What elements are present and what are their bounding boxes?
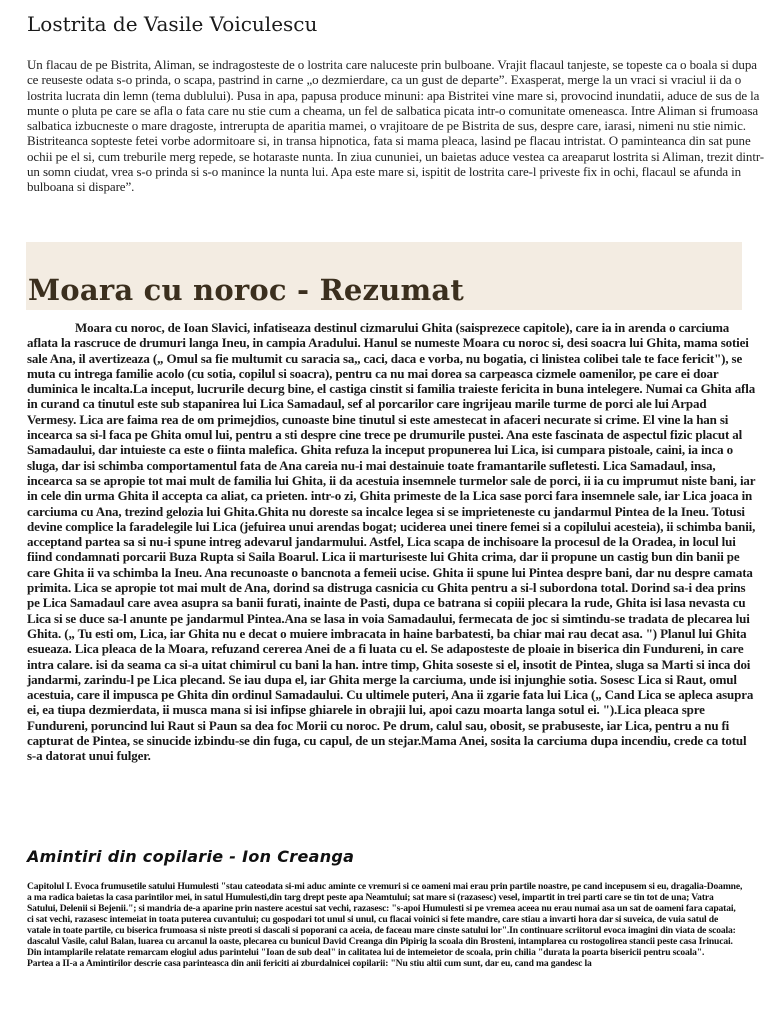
section-body-moara-cu-noroc: Moara cu noroc, de Ioan Slavici, infatiseaza destinul cizmarului Ghita (saisprezece capitole), care ia in arenda o carciuma aflata la rascruce de drumuri langa Ineu, in campia Aradului. Hanul se numeste Moara cu noroc si, desi soacra lui Ghita, mama sotiei sale Ana, il avertizeaza („ Omul sa fie multumit cu saracia sa,, caci, daca e vorba, nu bogatia, ci linistea colibei tale te face fericit"), se muta cu intrega familie acolo (cu sotia, copilul si soacra), pentru ca nu mai dorea sa carpeasca cizmele oamenilor, pe care ei doar duminica le incalta.La inceput, lucrurile decurg bine, el castiga cinstit si familia traieste fericita in buna intelegere. Numai ca Ghita afla in curand ca tinutul este sub stapanirea lui Lica Samadaul, sef al porcarilor care ingrijeau marile turme de porci ale lui Arpad Vermesy. Lica are faima rea de om primejdios, cunoaste bine tinutul si este amestecat in afaceri necurate si crime. El vine la han si incearca sa si-l faca pe Ghita omul lui, pentru a sti despre cine trece pe drumurile pustei. Ana este fascinata de aspectul fizic placut al Samadaului, dar intuieste ca este o fiinta malefica. Ghita refuza la inceput propunerea lui Lica, isi cumpara pistoale, caini, ia inca o sluga, dar isi schimba comportamentul fata de Ana careia nu-i mai destainuie toate framantarile sufletesti. Lica Samadaul, insa, incearca sa se apropie tot mai mult de familia lui Ghita, ii da acestuia insemnele turmelor sale de porci, ii ia cu imprumut niste bani, iar in cele din urma Ghita il accepta ca aliat, ca prieten. intr-o zi, Ghita primeste de la Lica sase porci fara insemnele sale, iar Lica joaca in carciuma cu Ana, trezind gelozia lui Ghita.Ghita nu doreste sa incalce legea si se imprieteneste cu jandarmul Pintea de la Ineu. Totusi devine complice la faradelegile lui Lica (jefuirea unui arendas bogat; uciderea unei tinere femei si a copilului acesteia), ii schimba banii, acceptand partea sa si nu-i spune intreg adevarul jandarmului. Astfel, Lica scapa de inchisoare la procesul de la Oradea, in locul lui fiind condamnati porcarii Buza Rupta si Saila Boarul. Lica ii marturiseste lui Ghita crima, dar ii propune un castig bun din banii pe care Ghita ii va schimba la Ineu. Ana recunoaste o bancnota a femeii ucise. Ghita ii spune lui Pintea despre bani, dar nu despre camata primita. Lica se apropie tot mai mult de Ana, dorind sa distruga casnicia cu Ghita pentru a si-l subordona total. Dorind sa-i dea prins pe Lica Samadaul care avea asupra sa banii furati, inainte de Pasti, dupa ce batrana si copiii plecara la rude, Ghita isi lasa nevasta cu Lica si se duce sa-l anunte pe jandarmul Pintea.Ana se lasa in voia Samadaului, fermecata de joc si simtindu-se tradata de plecarea lui Ghita. („ Tu esti om, Lica, iar Ghita nu e decat o muiere imbracata in haine barbatesti, ba chiar mai rau decat asa. ") Planul lui Ghita esueaza. Lica pleaca de la Moara, refuzand cererea Anei de a fi luata cu el. Se adaposteste de ploaie in biserica din Fundureni, in care intra calare. isi da seama ca si-a uitat chimirul cu bani la han. intre timp, Ghita soseste si el, insotit de Pintea, sluga sa Marti si inca doi jandarmi, zarindu-l pe Lica plecand. Se iau dupa el, iar Ghita merge la carciuma, unde isi injunghie sotia. Sosesc Lica si Raut, omul acestuia, care il impusca pe Ghita din ordinul Samadaului. Cu ultimele puteri, Ana ii zgarie fata lui Lica („ Cand Lica se apleca asupra ei, ea tiupa dezmierdata, ii muscа mana si isi infipse ghiarele in obrajii lui, apoi cazu moarta langa sotul ei. ").Lica pleaca spre Fundureni, poruncind lui Raut si Paun sa dea foc Morii cu noroc. Pe drum, calul sau, obosit, se prabuseste, iar Lica, pentru a nu fi capturat de Pintea, se sinucide izbindu-se din fuga, cu capul, de un stejar.Mama Anei, sosita la carciuma dupa incendiu, crede ca totul s-a datorat unui fulger.	[27, 320, 756, 764]
section-title-moara-cu-noroc: Moara cu noroc - Rezumat	[28, 273, 464, 307]
paragraph: Partea a II-a a Amintirilor descrie casa parinteasca din anii fericiti ai zburdalnicei copilarii: "Nu stiu altii cum sunt, dar eu, cand ma gandesc la	[27, 958, 592, 969]
paragraph: Capitolul I. Evoca frumusetile satului Humulesti "stau cateodata si-mi aduc aminte ce vremuri si ce oameni mai erau prin partile noastre, pe cand incepusem si eu, dragalia-Doamne, a ma radica baietas la casa parintilor mei, in satul Humulesti,din targ drept peste apa Neamtului; sat mare si (razasesc) vesel, impartit in trei parti care se tin tot de una; Vatra Satului, Delenii si Bejenii."; si mandria de-a aparine prin nastere acestui sat vechi, razasesc: "s-apoi Humulesti si pe vremea aceea nu erau numai asa un sat de oameni fara capatai, ci sat vechi, razasesc intemeiat in toata puterea cuvantului; cu gospodari tot unul si unul, cu flacai voinici si fete mandre, care stiau a invarti hora dar si suveica, de vuia satul de vatale in toate partile, cu biserica frumoasa si niste preoti si dascali si poporani ca aceia, de faceau mare cinste satului lor".In continuare scriitorul evoca imagini din viata de scoala: dascalul Vasile, calul Balan, luarea cu arcanul la oaste, plecarea cu bunicul David Creanga din Pipirig la scoala din Brosteni, intamplarea cu rostogolirea stancii peste casa Irinucai. Din intamplarile relatate remarcam elogiul adus parintelui "Ioan de sub deal" in calitatea lui de intemeietor de scoala, prin chilia "durata la poarta bisericii pentru scoala".	[27, 881, 743, 958]
section-title-lostrita: Lostrita de Vasile Voiculescu	[27, 12, 318, 36]
section-body-lostrita: Un flacau de pe Bistrita, Aliman, se indragosteste de o lostrita care naluceste prin bulboane. Vrajit flacaul tanjeste, se topeste ca o boala si dupa ce reuseste odata s-o prinda, o scapa, pastrind in carne „o dezmierdare, ca un gust de departe”. Exasperat, merge la un vraci si vraciul ii da o lostrita lucrata din lemn (tema dublului). Pusa in apa, papusa produce minuni: apa Bistritei vine mare si, provocind inundatii, aduce de sus de la munte o pluta pe care se afla o fata care nu stie cum a cheama, un fel de salbatica picata intr-o comunitate omeneasca. Intre Aliman si frumoasa salbatica izbucneste o mare dragoste, intrerupta de aparitia mamei, o vrajitoare de pe Bistrita de sus, despre care, iarasi, nimeni nu stie nimic. Bistriteanca sopteste fetei vorbe adormitoare si, in transa hipnotica, fata si mama pleaca, lasind pe flacau intristat. O paminteanca din sat pune ochii pe el si, cum treburile merg repede, se hotaraste nunta. In ziua cununiei, un baietas aduce vestea ca areaparut lostrita si Aliman, trezit dintr-un somn ciudat, vrea s-o prinda si s-o manince la nunta lui. Apa este mare si, ispitit de lostrita care-l priveste fix in ochi, flacaul se afunda in bulboana si dispare”.	[27, 57, 765, 195]
section-body-amintiri	[27, 881, 743, 1021]
section-title-amintiri: Amintiri din copilarie - Ion Creanga	[27, 847, 355, 866]
